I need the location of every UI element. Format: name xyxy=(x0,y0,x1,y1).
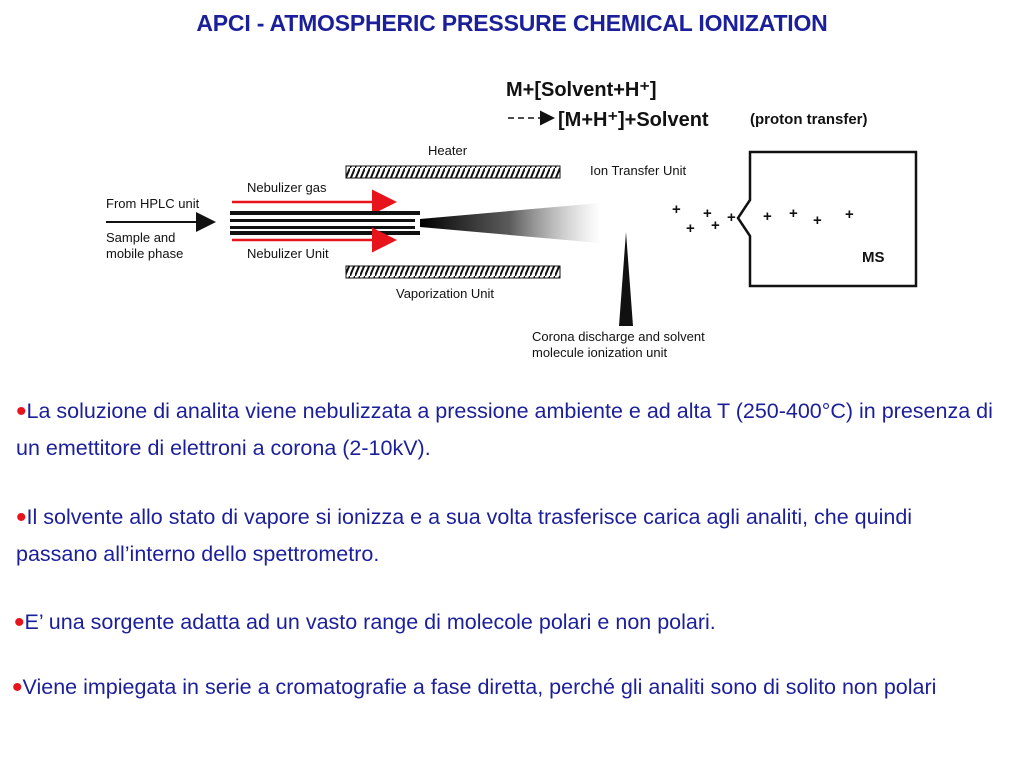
slide-title: APCI - ATMOSPHERIC PRESSURE CHEMICAL IONIZATION xyxy=(196,10,828,36)
spray-plume xyxy=(420,203,600,243)
ion: + xyxy=(686,220,695,237)
corona-label-line1: Corona discharge and solvent xyxy=(532,329,705,344)
nebulizer-tube-outer-bottom xyxy=(230,231,420,235)
ion: + xyxy=(845,206,854,223)
ion: + xyxy=(789,205,798,222)
nebulizer-tube-outer-top xyxy=(230,211,420,215)
nebulizer-tube-inner-top xyxy=(230,219,415,222)
corona-needle xyxy=(619,232,633,326)
bullet-text: Viene impiegata in serie a cromatografie a fase diretta, perché gli analiti sono di solito non polari xyxy=(22,675,937,699)
ion: + xyxy=(763,208,772,225)
heater-bar xyxy=(346,166,560,178)
ion: + xyxy=(727,209,736,226)
nebulizer-tube-inner-bottom xyxy=(230,226,415,229)
proton-transfer-label: (proton transfer) xyxy=(750,111,868,128)
bullet-item-4 xyxy=(12,669,1007,706)
bullet-item-1 xyxy=(16,393,996,467)
ion-transfer-unit-label: Ion Transfer Unit xyxy=(590,163,687,178)
sample-label-line1: Sample and xyxy=(106,230,176,245)
ion: + xyxy=(672,201,681,218)
vaporization-unit-label: Vaporization Unit xyxy=(396,286,495,301)
equation-line1: M+[Solvent+H⁺] xyxy=(506,79,657,101)
bullet-text: La soluzione di analita viene nebulizzata a pressione ambiente e ad alta T (250-400°C) in presenza di un emettitore di elettroni a corona (2-10kV). xyxy=(16,399,993,460)
ion: + xyxy=(703,205,712,222)
bullet-item-2 xyxy=(16,499,996,573)
bullet-dot: • xyxy=(14,606,25,639)
nebulizer-unit-label: Nebulizer Unit xyxy=(247,246,329,261)
bullet-dot: • xyxy=(16,501,27,534)
bullet-dot: • xyxy=(12,671,23,704)
ion-marks xyxy=(672,201,854,237)
bullet-text: Il solvente allo stato di vapore si ionizza e a sua volta trasferisce carica agli analiti, che quindi passano all’interno dello spettrometro. xyxy=(16,505,913,566)
apci-diagram xyxy=(0,0,1024,380)
corona-label-line2: molecule ionization unit xyxy=(532,345,668,360)
ion: + xyxy=(711,217,720,234)
equation-line2: [M+H⁺]+Solvent xyxy=(558,109,709,131)
vaporization-bar xyxy=(346,266,560,278)
bullet-text: E’ una sorgente adatta ad un vasto range di molecole polari e non polari. xyxy=(24,610,716,634)
nebulizer-gas-label: Nebulizer gas xyxy=(247,180,327,195)
ion: + xyxy=(813,212,822,229)
from-hplc-label: From HPLC unit xyxy=(106,196,200,211)
bullet-dot: • xyxy=(16,395,27,428)
bullet-item-3 xyxy=(14,604,1004,641)
sample-label-line2: mobile phase xyxy=(106,246,184,261)
ms-label: MS xyxy=(862,249,885,266)
heater-label: Heater xyxy=(428,143,468,158)
